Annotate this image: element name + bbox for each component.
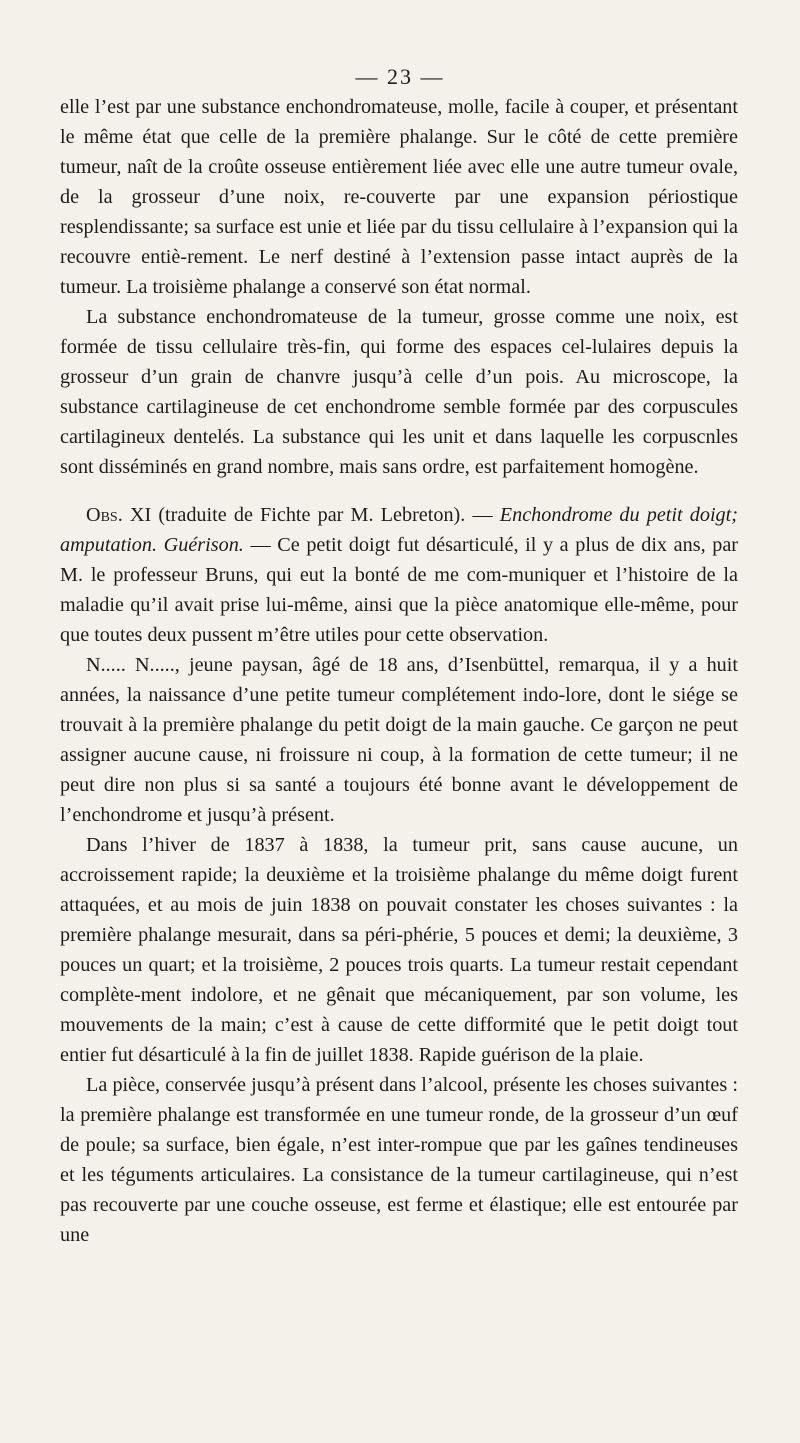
paragraph-6: La pièce, conservée jusqu’à présent dans l’alcool, présente les choses suivantes : la première phalange est transformée en une tumeur ronde, de la grosseur d’un œuf de poule; sa surface, bien égale, n’est inter-rompue que par les gaînes tendineuses et les téguments articulaires. La consistance de la tumeur cartilagineuse, qui n’est pas recouverte par une couche osseuse, est ferme et élastique; elle est entourée par une xyxy=(60,1074,738,1246)
observation-heading-paragraph xyxy=(60,500,738,650)
paragraph-5: Dans l’hiver de 1837 à 1838, la tumeur prit, sans cause aucune, un accroissement rapide; la deuxième et la troisième phalange du même doigt furent attaquées, et au mois de juin 1838 on pouvait constater les choses suivantes : la première phalange mesurait, dans sa péri-phérie, 5 pouces et demi; la deuxième, 3 pouces un quart; et la troisième, 2 pouces trois quarts. La tumeur restait cependant complète-ment indolore, et ne gênait que mécaniquement, par son volume, les mouvements de la main; c’est à cause de cette difformité que le petit doigt tout entier fut désarticulé à la fin de juillet 1838. Rapide guérison de la plaie. xyxy=(60,834,738,1066)
obs-intro: XI (traduite de Fichte par M. Lebreton). — xyxy=(122,504,500,526)
obs-title: Enchondrome du petit doigt; amputation. Guérison. xyxy=(60,504,738,556)
obs-text: — Ce petit doigt fut désarticulé, il y a plus de dix ans, par M. le professeur Bruns, qui eut la bonté de me com-muniquer et l’histoire de la maladie qu’il avait prise lui-même, ainsi que la pièce anatomique elle-même, pour que toutes deux pussent m’être utiles pour cette observation. xyxy=(60,534,739,646)
obs-label: Obs. xyxy=(86,504,123,526)
page-number: — 23 — xyxy=(355,64,445,89)
paragraph-2: La substance enchondromateuse de la tumeur, grosse comme une noix, est formée de tissu cellulaire très-fin, qui forme des espaces cel-lulaires depuis la grosseur d’un grain de chanvre jusqu’à celle d’un pois. Au microscope, la substance cartilagineuse de cet enchondrome semble formée par des corpuscules cartilagineux dentelés. La substance qui les unit et dans laquelle les corpuscnles sont disséminés en grand nombre, mais sans ordre, est parfaitement homogène. xyxy=(60,306,738,478)
paragraph-4: N..... N....., jeune paysan, âgé de 18 ans, d’Isenbüttel, remarqua, il y a huit années, la naissance d’une petite tumeur complétement indo-lore, dont le siége se trouvait à la première phalange du petit doigt de la main gauche. Ce garçon ne peut assigner aucune cause, ni froissure ni coup, à la formation de cette tumeur; il ne peut dire non plus si sa santé a toujours été bonne avant le développement de l’enchondrome et jusqu’à présent. xyxy=(60,654,738,826)
paragraph-1: elle l’est par une substance enchondromateuse, molle, facile à couper, et présentant le même état que celle de la première phalange. Sur le côté de cette première tumeur, naît de la croûte osseuse entièrement liée avec elle une autre tumeur ovale, de la grosseur d’une noix, re-couverte par une expansion périostique resplendissante; sa surface est unie et liée par du tissu cellulaire à l’expansion qui la recouvre entiè-rement. Le nerf destiné à l’extension passe intact auprès de la tumeur. La troisième phalange a conservé son état normal. xyxy=(60,96,738,298)
